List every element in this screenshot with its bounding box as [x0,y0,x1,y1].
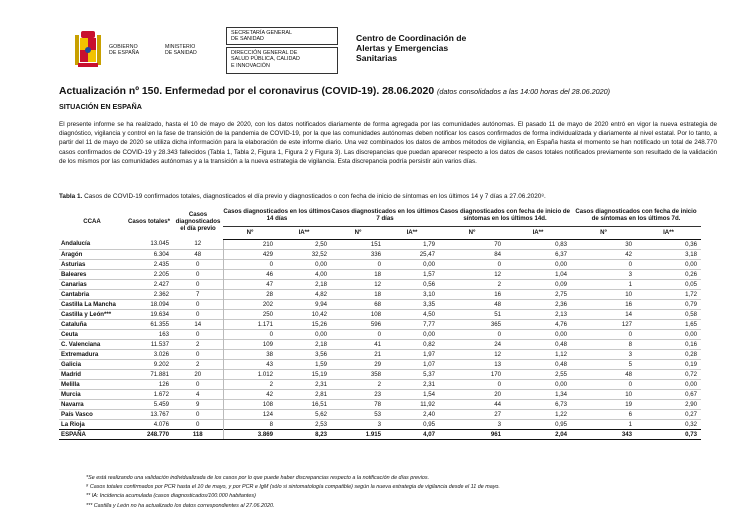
table-cell: País Vasco [61,410,93,418]
table-cell: 0 [196,270,200,278]
table-cell: 0,16 [685,340,697,348]
table-cell: 3,18 [685,250,697,258]
table-cell: 16 [494,290,501,298]
table-cell: 3 [497,420,501,428]
header-previous-day: Casos diagnosticados el día previo [175,211,221,232]
table-row [59,289,701,299]
table-cell: 1,54 [423,390,435,398]
table-cell: 51 [494,310,501,318]
table-cell: 16 [625,300,632,308]
table-cell: 2,31 [423,380,435,388]
table-cell: 0,00 [423,330,435,338]
table-row [59,309,701,319]
table-cell: 365 [490,320,501,328]
table-cell: 11,92 [420,400,435,408]
table-cell: 2 [223,379,277,389]
table-cell: 0 [196,420,200,428]
header-n: Nº [571,226,636,239]
table-cell: 0 [196,330,200,338]
table-cell: 0,05 [685,280,697,288]
table-row [59,359,701,369]
table-row [59,259,701,269]
table-cell: 0,28 [685,350,697,358]
table-cell: 5 [628,360,632,368]
table-cell: 108 [370,310,381,318]
table-cell: 0 [497,260,501,268]
table-cell: 0 [223,259,277,269]
page-title: Actualización nº 150. Enfermedad por el coronavirus (COVID-19). 28.06.2020 (datos consolidados a las 14:00 horas del 28.06.2020) [59,86,611,97]
table-cell: 0,79 [685,300,697,308]
table-row [59,239,701,249]
table-row [59,419,701,429]
table-cell: ESPAÑA [59,429,125,439]
table-cell: 0 [377,330,381,338]
table-cell: 1,04 [555,270,567,278]
table-cell: 0 [196,410,200,418]
table-cell: Navarra [61,400,84,408]
table-cell: 16,51 [311,400,327,408]
table-cell: 2 [497,280,501,288]
footnote: ⁸ Casos totales confirmados por PCR hasta el 10 de mayo, y por PCR e IgM (sólo si sintomatología compatible) según la nueva estrategia de vigilancia desde el 11 de mayo. [86,484,500,490]
intro-paragraph: El presente informe se ha realizado, hasta el 10 de mayo de 2020, con los datos notificados diariamente de forma agregada por las comunidades autónomas. El pasado 11 de mayo de 2020 entró en vigor la nueva estrategia de diagnóstico, vigilancia y control en la fase de transición de la pandemia de COVID-19, por la que las comunidades autónomas deben notificar los casos confirmados de forma individualizada y diariamente al nivel estatal. Por lo tanto, a partir del 11 de mayo de 2020 se utiliza dicha información para la elaboración de este informe diario. Una vez combinados los datos de ambos métodos de vigilancia, en España hasta el momento se han notificado un total de 248.770 casos confirmados de COVID-19 y 28.343 fallecidos (Tabla 1, Tabla 2, Figura 1, Figura 2 y Figura 3). Las discrepancias que puedan aparecer respecto a los datos de casos totales notificados previamente son resultado de la validación de los mismos por las comunidades autónomas y a la transición a la nueva estrategia de vigilancia. Esta discrepancia podría persistir aún varios días. [59,121,717,165]
table-cell: 8 [628,340,632,348]
table-cell: 24 [494,340,501,348]
table-cell: 151 [370,240,381,248]
table-cell: 68 [374,300,381,308]
table-cell: 0,56 [423,280,435,288]
table-cell: 9.202 [153,360,169,368]
table-cell: 0,26 [685,270,697,278]
table-cell: 248.770 [125,429,173,439]
table-cell: 2,31 [315,380,327,388]
table-cell: 44 [494,400,501,408]
table-cell: 0,36 [685,240,697,248]
table-cell: Asturias [61,260,86,268]
table-cell: 61.355 [150,320,169,328]
table-cell: 43 [223,359,277,369]
table-cell: 0,58 [685,310,697,318]
table-cell: 7 [196,290,200,298]
table-cell: 170 [490,370,501,378]
table-cell: 2,53 [315,420,327,428]
table-cell: Murcia [61,390,81,398]
table-cell: 20 [194,370,202,378]
table-cell: 1,79 [423,240,435,248]
header-ia: IA** [636,226,701,239]
table-cell: 8 [223,419,277,429]
table-cell: 0,67 [685,390,697,398]
center-name: Centro de Coordinación de Alertas y Emergencias Sanitarias [356,33,467,63]
table-cell: 1,59 [315,360,327,368]
table-cell: 0,00 [555,260,567,268]
table-cell: 0 [628,260,632,268]
table-cell: 2,81 [315,390,327,398]
table-cell: 7,77 [423,320,435,328]
table-cell: 12 [494,350,501,358]
table-cell: 250 [223,309,277,319]
table-cell: 3,56 [315,350,327,358]
header-ia: IA** [505,226,571,239]
table-cell: 163 [158,330,169,338]
table-cell: Ceuta [61,330,78,338]
table-cell: Aragón [61,250,83,258]
table-cell: 13 [494,360,501,368]
table-cell: 6 [628,410,632,418]
table-cell: 0,27 [685,410,697,418]
table-cell: 4,07 [385,429,439,439]
table-cell: 20 [494,390,501,398]
table-cell: 14 [194,320,202,328]
table-cell: 2 [196,340,200,348]
table-cell: 596 [370,320,381,328]
table-cell: Baleares [61,270,87,278]
table-cell: C. Valenciana [61,340,101,348]
table-cell: 4,82 [315,290,327,298]
table-cell: 2,18 [315,340,327,348]
table-cell: 18 [374,290,381,298]
table-cell: 118 [173,429,223,439]
table-cell: 3,35 [423,300,435,308]
table-cell: 1,57 [423,270,435,278]
table-cell: 8,23 [277,429,331,439]
table-cell: 0,00 [315,330,327,338]
table-cell: 0 [377,260,381,268]
table-cell: 0,82 [423,340,435,348]
table-row [59,349,701,359]
table-cell: 42 [625,250,632,258]
table-cell: 3.026 [153,350,169,358]
table-cell: 11.537 [150,340,169,348]
table-cell: 0 [497,330,501,338]
table-cell: 0,19 [685,360,697,368]
table-row [59,339,701,349]
table-cell: 0 [196,280,200,288]
table-cell: Madrid [61,370,81,378]
table-cell: 70 [494,240,501,248]
total-row [59,429,701,439]
table-cell: Canarias [61,280,87,288]
table-cell: Castilla y León*** [61,310,112,318]
table-cell: Andalucía [61,240,91,248]
table-cell: 0 [628,330,632,338]
table-cell: 2,04 [505,429,571,439]
table-cell: 53 [374,410,381,418]
table-cell: 1,12 [555,350,567,358]
table-cell: 84 [494,250,501,258]
table-cell: 6,37 [555,250,567,258]
table-cell: 10 [625,290,632,298]
table-cell: 30 [625,240,632,248]
table-cell: 42 [223,389,277,399]
table-cell: 4,50 [423,310,435,318]
table-cell: 1,22 [555,410,567,418]
header-n: Nº [223,226,277,239]
table-cell: Cataluña [61,320,87,328]
table-cell: La Rioja [61,420,85,428]
table-cell: 10,42 [311,310,327,318]
table-cell: Galicia [61,360,81,368]
table-row [59,369,701,379]
table-cell: 2,90 [685,400,697,408]
table-cell: 2.435 [153,260,169,268]
table-cell: 0,73 [636,429,701,439]
table-cell: 5,37 [423,370,435,378]
table-cell: 23 [374,390,381,398]
table-cell: 2,50 [315,240,327,248]
table-cell: 1.672 [153,390,169,398]
table-cell: 4,76 [555,320,567,328]
table-cell: 0,00 [555,380,567,388]
table-cell: 38 [223,349,277,359]
header-ccaa: CCAA [83,218,101,225]
footnote: *** Castilla y León no ha actualizado los datos correspondientes al 27.06.2020. [86,503,275,509]
header-n: Nº [331,226,385,239]
table-row [59,389,701,399]
table-row [59,379,701,389]
table-cell: 0,95 [555,420,567,428]
table-cell: 1.171 [223,319,277,329]
table-cell: 210 [223,239,277,249]
header-total: Casos totales* [128,218,170,225]
table-cell: 5,62 [315,410,327,418]
table-cell: 0,00 [555,330,567,338]
title-note: (datos consolidados a las 14:00 horas del 28.06.2020) [437,87,611,96]
table-cell: 4 [196,390,200,398]
table-cell: 32,52 [311,250,327,258]
table-cell: 71.881 [150,370,169,378]
table-cell: Extremadura [61,350,99,358]
header-ia: IA** [385,226,439,239]
table-row [59,279,701,289]
table-cell: 12 [194,240,202,248]
table-cell: 15,26 [311,320,327,328]
table-cell: 109 [223,339,277,349]
table-cell: 2 [377,380,381,388]
table-cell: 358 [370,370,381,378]
table-cell: 108 [223,399,277,409]
table-cell: Cantabria [61,290,90,298]
table-cell: 1,65 [685,320,697,328]
table-cell: 0,48 [555,360,567,368]
table-cell: 0 [628,380,632,388]
table-cell: 78 [374,400,381,408]
table-cell: 2 [196,360,200,368]
table-cell: 10 [625,390,632,398]
table-cell: 961 [439,429,505,439]
table-cell: 41 [374,340,381,348]
table-cell: 2,36 [555,300,567,308]
table-cell: 2.362 [153,290,169,298]
table-cell: 2,13 [555,310,567,318]
table-cell: 2,18 [315,280,327,288]
table-cell: 0,00 [315,260,327,268]
table-cell: 1,34 [555,390,567,398]
table-cell: 2.427 [153,280,169,288]
table-cell: 2.205 [153,270,169,278]
table-cell: 0,72 [685,370,697,378]
table-cell: 28 [223,289,277,299]
table-cell: 13.767 [150,410,169,418]
table-cell: 6.304 [153,250,169,258]
header-group-7d: Casos diagnosticados en los últimos 7 días [331,204,439,226]
table-cell: 4,00 [315,270,327,278]
table-cell: Melilla [61,380,80,388]
cases-table [59,204,701,440]
table-row [59,319,701,329]
section-subtitle: SITUACIÓN EN ESPAÑA [59,102,142,111]
table-cell: 0 [196,310,200,318]
table-row [59,399,701,409]
table-cell: 126 [158,380,169,388]
table-cell: 3 [377,420,381,428]
spain-coat-of-arms-logo [75,31,101,69]
table-cell: 13.045 [150,240,169,248]
table-cell: 2,75 [555,290,567,298]
table-cell: 12 [374,280,381,288]
table-caption: Tabla 1. Casos de COVID-19 confirmados totales, diagnosticados el día previo y diagnosticados o con fecha de inicio de síntomas en los últimos 14 y 7 días a 27.06.2020⁸. [59,193,546,200]
table-cell: 0,83 [555,240,567,248]
table-row [59,249,701,259]
header-n: Nº [439,226,505,239]
table-row [59,409,701,419]
table-cell: 202 [223,299,277,309]
table-cell: 18.094 [150,300,169,308]
table-cell: 15,19 [311,370,327,378]
table-cell: 2,55 [555,370,567,378]
table-row [59,299,701,309]
table-cell: 48 [494,300,501,308]
table-cell: 29 [374,360,381,368]
table-cell: 0 [196,350,200,358]
table-cell: 21 [374,350,381,358]
table-cell: 0 [196,260,200,268]
header-group-symptoms-7d: Casos diagnosticados con fecha de inicio de síntomas en los últimos 7d. [571,204,701,226]
table-cell: 0 [196,300,200,308]
table-cell: 2,40 [423,410,435,418]
table-cell: 6,73 [555,400,567,408]
footnote: *Se está realizando una validación individualizada de los casos por lo que puede haber discrepancias respecto a la notificación de días previos. [86,475,430,481]
table-cell: 0,00 [685,330,697,338]
table-cell: 4.076 [153,420,169,428]
table-cell: 5.459 [153,400,169,408]
table-cell: 429 [223,249,277,259]
table-cell: 0,00 [685,380,697,388]
table-cell: 0,48 [555,340,567,348]
table-row [59,329,701,339]
table-cell: 3,10 [423,290,435,298]
table-cell: 14 [625,310,632,318]
table-cell: 3 [628,350,632,358]
table-cell: 0,09 [555,280,567,288]
table-cell: 3 [628,270,632,278]
directorate-box: DIRECCIÓN GENERAL DE SALUD PÚBLICA, CALIDAD E INNOVACIÓN [226,47,338,74]
table-cell: 0,00 [685,260,697,268]
footnote: ** IA: Incidencia acumulada (casos diagnosticados/100.000 habitantes) [86,493,256,499]
gov-label: GOBIERNO DE ESPAÑA [109,44,140,56]
header-ia: IA** [277,226,331,239]
table-cell: 3.869 [223,429,277,439]
table-cell: Castilla La Mancha [61,300,116,308]
ministry-label: MINISTERIO DE SANIDAD [165,44,197,56]
table-cell: 1.915 [331,429,385,439]
table-cell: 19 [625,400,632,408]
table-cell: 1,97 [423,350,435,358]
report-header [0,0,735,80]
table-cell: 9,94 [315,300,327,308]
table-cell: 48 [625,370,632,378]
header-group-symptoms-14d: Casos diagnosticados con fecha de inicio de síntomas en los últimos 14d. [439,204,571,226]
table-cell: 25,47 [419,250,435,258]
table-cell: 9 [196,400,200,408]
table-cell: 336 [370,250,381,258]
secretariat-box: SECRETARÍA GENERAL DE SANIDAD [226,27,338,45]
table-cell: 0 [497,380,501,388]
table-cell: 0,00 [423,260,435,268]
table-cell: 1 [628,280,632,288]
table-cell: 1,72 [685,290,697,298]
table-cell: 124 [223,409,277,419]
table-cell: 1.012 [223,369,277,379]
table-cell: 127 [621,320,632,328]
table-cell: 27 [494,410,501,418]
table-cell: 343 [571,429,636,439]
table-cell: 0 [223,329,277,339]
table-cell: 46 [223,269,277,279]
table-cell: 12 [494,270,501,278]
table-cell: 47 [223,279,277,289]
table-cell: 0,95 [423,420,435,428]
table-cell: 19.634 [150,310,169,318]
table-body [59,239,701,439]
table-cell: 1,07 [423,360,435,368]
header-group-14d: Casos diagnosticados en los últimos 14 días [223,204,331,226]
table-cell: 48 [194,250,202,258]
table-cell: 0,32 [685,420,697,428]
table-cell: 18 [374,270,381,278]
table-cell: 1 [628,420,632,428]
table-row [59,269,701,279]
table-cell: 0 [196,380,200,388]
